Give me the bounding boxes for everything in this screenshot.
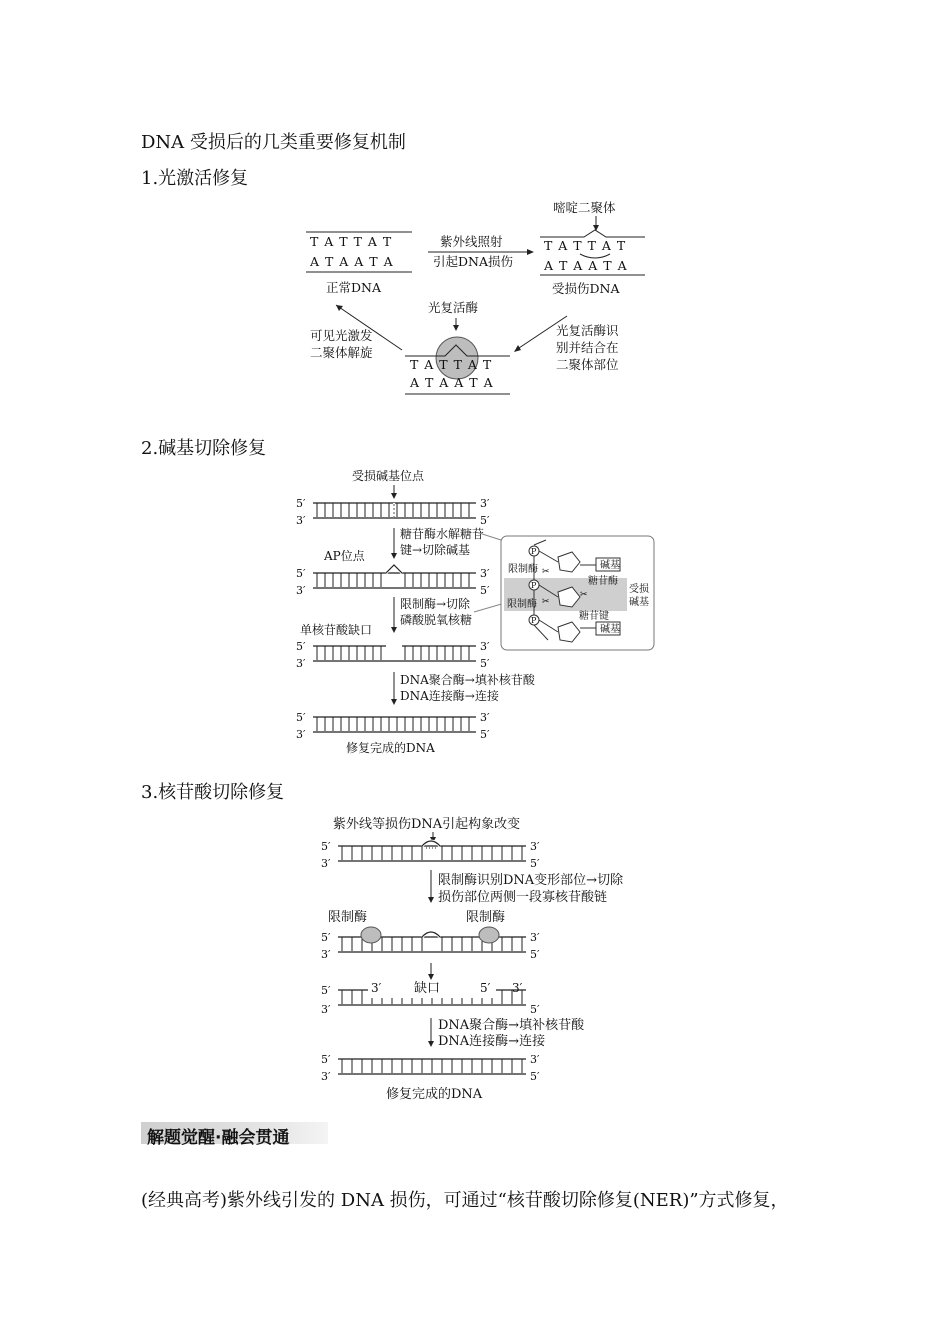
svg-text:3′: 3′: [530, 1053, 540, 1066]
scissors-icon: ✂: [580, 590, 588, 600]
normal-strand-top: T A T T A T: [310, 234, 393, 249]
scissors-icon: ✂: [542, 567, 550, 577]
photolyase-binds-1: 光复活酶识: [556, 323, 619, 338]
ap-site-label: AP位点: [324, 549, 365, 563]
svg-text:3′: 3′: [296, 514, 306, 527]
svg-text:3′: 3′: [321, 1003, 331, 1016]
visible-light-2: 二聚体解旋: [310, 345, 373, 360]
svg-text:3′: 3′: [480, 497, 490, 510]
svg-text:3′: 3′: [480, 567, 490, 580]
svg-text:5′: 5′: [321, 1053, 331, 1066]
svg-text:5′: 5′: [530, 1003, 540, 1016]
svg-text:5′: 5′: [321, 840, 331, 853]
enzyme-label-left: 限制酶: [328, 910, 368, 925]
section-title: DNA 受损后的几类重要修复机制: [141, 132, 406, 153]
ber-step3-1: DNA聚合酶→填补核苷酸: [400, 673, 535, 687]
inset-glycosidase: 糖苷酶: [588, 576, 618, 587]
ner-done-label: 修复完成的DNA: [386, 1087, 483, 1102]
photolyase-binds-2: 别并结合在: [556, 340, 619, 355]
ber-step2-1: 限制酶→切除: [400, 597, 471, 611]
svg-text:3′: 3′: [321, 948, 331, 961]
svg-text:5′: 5′: [530, 857, 540, 870]
phosphate-2: P: [531, 581, 537, 590]
photolyase-binds-3: 二聚体部位: [556, 357, 619, 372]
svg-text:5′: 5′: [480, 981, 491, 995]
heading-photoreactivation: 1.光激活修复: [141, 168, 249, 189]
normal-strand-bottom: A T A A T A: [310, 254, 394, 269]
enzyme-label-right: 限制酶: [466, 910, 506, 925]
inset-base-2: 碱基: [600, 624, 620, 635]
svg-text:5′: 5′: [296, 567, 306, 580]
inset-enzyme-1: 限制酶: [508, 564, 538, 575]
svg-text:5′: 5′: [321, 984, 331, 997]
svg-text:3′: 3′: [371, 981, 382, 995]
uv-label-2: 引起DNA损伤: [433, 254, 513, 269]
gap-label: 单核苷酸缺口: [300, 623, 373, 637]
ber-step3-2: DNA连接酶→连接: [400, 689, 499, 703]
tip-banner-text: 解题觉醒·融会贯通: [147, 1128, 290, 1148]
ner-step1-2: 损伤部位两侧一段寡核苷酸链: [438, 890, 608, 905]
svg-text:5′: 5′: [296, 640, 306, 653]
inset-damaged-2: 碱基: [629, 597, 649, 608]
svg-text:5′: 5′: [530, 1070, 540, 1083]
svg-text:5′: 5′: [480, 514, 490, 527]
ber-step2-2: 磷酸脱氧核糖: [400, 613, 473, 627]
ber-done-label: 修复完成的DNA: [346, 741, 435, 755]
svg-text:5′: 5′: [321, 931, 331, 944]
ner-gap-label: 缺口: [414, 981, 441, 996]
ner-step2-2: DNA连接酶→连接: [438, 1034, 546, 1049]
heading-nucleotide-excision: 3.核苷酸切除修复: [141, 782, 285, 803]
svg-text:3′: 3′: [296, 584, 306, 597]
scissors-icon: ✂: [542, 597, 550, 607]
inset-damaged-1: 受损: [629, 584, 649, 595]
damaged-strand-bottom: A T A A T A: [544, 258, 628, 273]
svg-text:5′: 5′: [480, 657, 490, 670]
svg-text:5′: 5′: [480, 728, 490, 741]
svg-text:5′: 5′: [480, 584, 490, 597]
inset-base-1: 碱基: [600, 560, 620, 571]
tip-banner: [141, 1122, 328, 1148]
svg-text:3′: 3′: [512, 981, 523, 995]
visible-light-1: 可见光激发: [310, 328, 373, 343]
svg-text:3′: 3′: [530, 840, 540, 853]
svg-text:5′: 5′: [296, 711, 306, 724]
inset-enzyme-2: 限制酶: [507, 599, 537, 610]
phosphate-3: P: [531, 616, 537, 625]
photolyase-label: 光复活酶: [428, 300, 479, 315]
damaged-strand-top: T A T T A T: [544, 238, 627, 253]
ner-top-label: 紫外线等损伤DNA引起构象改变: [333, 817, 521, 832]
question-text: (经典高考)紫外线引发的 DNA 损伤，可通过“核苷酸切除修复(NER)”方式修复，: [141, 1190, 789, 1211]
uv-label-1: 紫外线照射: [440, 234, 503, 249]
ber-step1-2: 键→切除碱基: [400, 543, 471, 557]
ner-step2-1: DNA聚合酶→填补核苷酸: [438, 1018, 585, 1033]
svg-text:3′: 3′: [480, 640, 490, 653]
svg-text:3′: 3′: [530, 931, 540, 944]
svg-text:5′: 5′: [530, 948, 540, 961]
svg-text:3′: 3′: [296, 728, 306, 741]
svg-text:3′: 3′: [321, 857, 331, 870]
normal-dna-label: 正常DNA: [326, 280, 381, 295]
svg-text:3′: 3′: [296, 657, 306, 670]
heading-base-excision: 2.碱基切除修复: [141, 438, 267, 459]
phosphate-1: P: [531, 547, 537, 556]
ner-step1-1: 限制酶识别DNA变形部位→切除: [438, 873, 624, 888]
damaged-site-label: 受损碱基位点: [352, 469, 425, 483]
damaged-dna-label: 受损伤DNA: [552, 281, 620, 296]
svg-text:3′: 3′: [321, 1070, 331, 1083]
svg-text:5′: 5′: [296, 497, 306, 510]
bound-strand-top: T A T T A T: [410, 357, 493, 372]
bound-strand-bottom: A T A A T A: [410, 375, 494, 390]
inset-glycosidic-bond: 糖苷键: [579, 611, 609, 622]
ber-step1-1: 糖苷酶水解糖苷: [400, 527, 485, 541]
svg-text:3′: 3′: [480, 711, 490, 724]
dimer-label: 嘧啶二聚体: [553, 200, 616, 215]
